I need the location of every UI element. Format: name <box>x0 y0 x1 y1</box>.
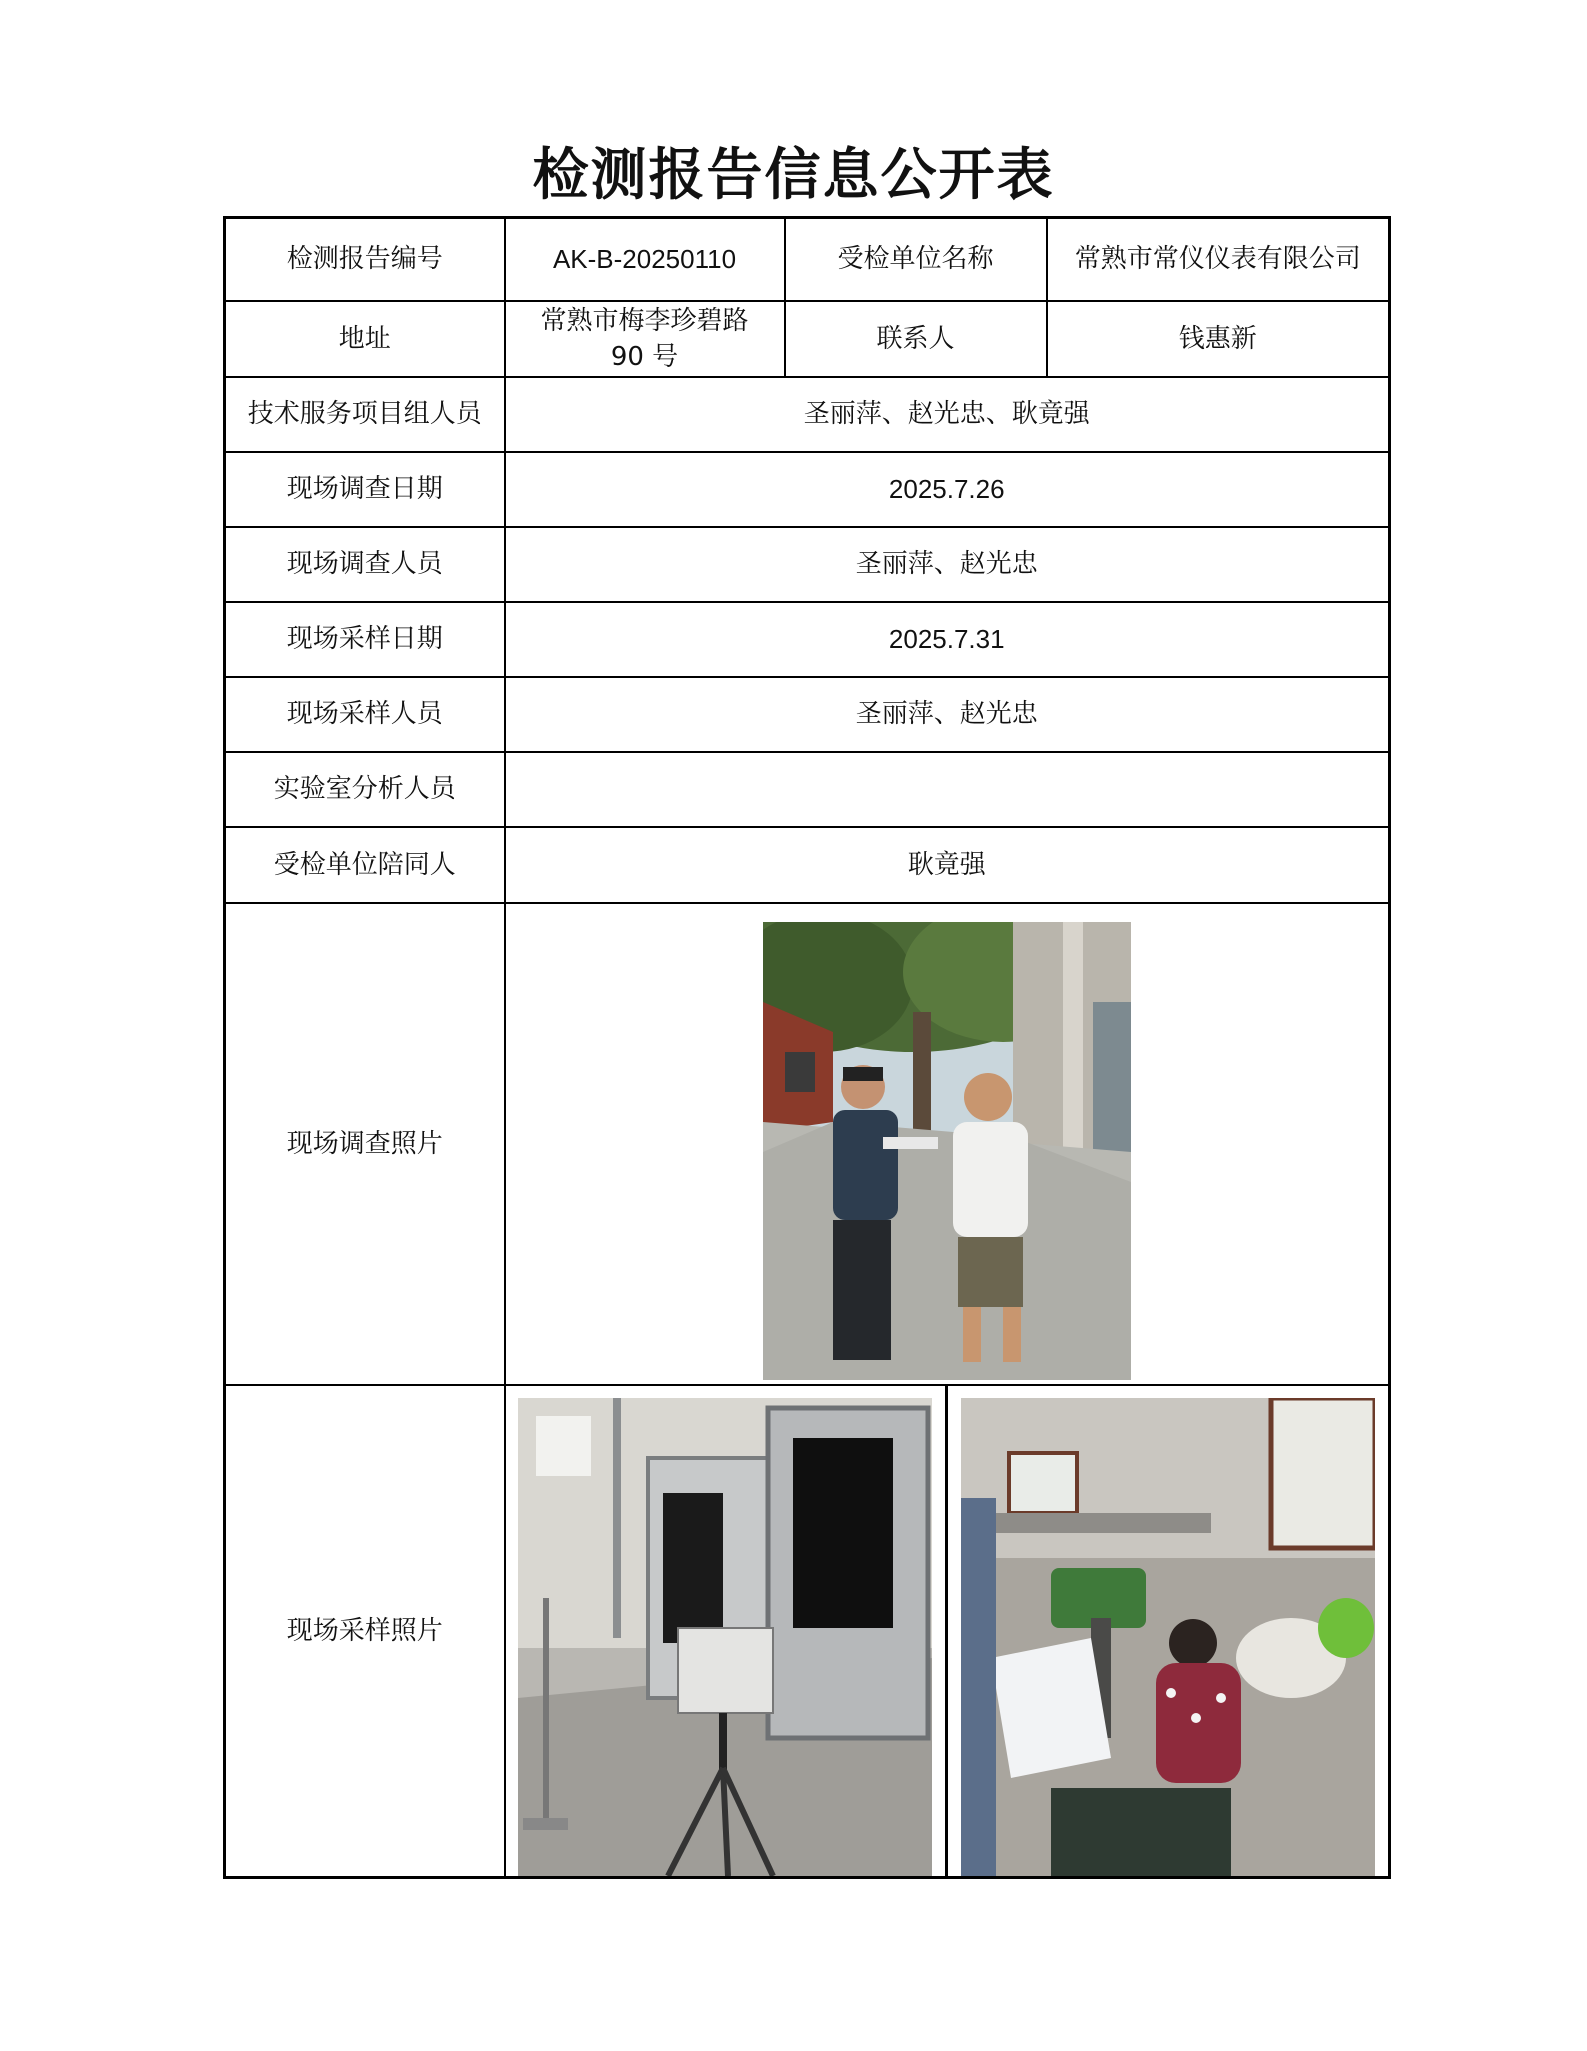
sampling-photo-right-frame <box>945 1386 1388 1876</box>
team-value: 圣丽萍、赵光忠、耿竟强 <box>505 377 1390 452</box>
sampling-photo-row <box>225 1385 1390 1878</box>
address-row <box>225 301 1390 377</box>
escort-value: 耿竟强 <box>505 827 1390 903</box>
survey-date-value: 2025.7.26 <box>505 452 1390 527</box>
survey-photo-cell <box>505 903 1390 1385</box>
info-row <box>225 452 1390 527</box>
team-label: 技术服务项目组人员 <box>225 377 505 452</box>
survey-staff-value: 圣丽萍、赵光忠 <box>505 527 1390 602</box>
info-row <box>225 377 1390 452</box>
address-line-2: 90 号 <box>610 341 679 372</box>
sampling-photo-cell <box>505 1385 1390 1878</box>
escort-label: 受检单位陪同人 <box>225 827 505 903</box>
survey-photo <box>763 922 1131 1380</box>
survey-photo-row <box>225 903 1390 1385</box>
sampling-staff-value: 圣丽萍、赵光忠 <box>505 677 1390 752</box>
unit-name-value: 常熟市常仪仪表有限公司 <box>1047 218 1390 301</box>
address-label: 地址 <box>225 301 505 377</box>
sampling-date-label: 现场采样日期 <box>225 602 505 677</box>
info-row <box>225 827 1390 903</box>
contact-label: 联系人 <box>785 301 1047 377</box>
sampling-photo-left-frame <box>506 1386 946 1876</box>
survey-staff-label: 现场调查人员 <box>225 527 505 602</box>
sampling-photo-right <box>961 1398 1375 1876</box>
contact-value: 钱惠新 <box>1047 301 1390 377</box>
survey-photo-label: 现场调查照片 <box>225 903 505 1385</box>
survey-date-label: 现场调查日期 <box>225 452 505 527</box>
sampling-date-value: 2025.7.31 <box>505 602 1390 677</box>
info-row <box>225 527 1390 602</box>
report-no-row <box>225 218 1390 301</box>
lab-staff-label: 实验室分析人员 <box>225 752 505 827</box>
info-row <box>225 677 1390 752</box>
address-line-1: 常熟市梅李珍碧路 <box>540 305 749 336</box>
report-no-value: AK-B-20250110 <box>505 218 785 301</box>
sampling-photo-left <box>518 1398 932 1876</box>
info-row <box>225 752 1390 827</box>
info-row <box>225 602 1390 677</box>
unit-name-label: 受检单位名称 <box>785 218 1047 301</box>
sampling-staff-label: 现场采样人员 <box>225 677 505 752</box>
address-value <box>505 301 785 377</box>
page-title: 检测报告信息公开表 <box>532 142 1055 208</box>
sampling-photo-split <box>506 1386 1389 1876</box>
lab-staff-value <box>505 752 1390 827</box>
report-table <box>223 216 1391 1879</box>
report-no-label: 检测报告编号 <box>225 218 505 301</box>
sampling-photo-label: 现场采样照片 <box>225 1385 505 1878</box>
